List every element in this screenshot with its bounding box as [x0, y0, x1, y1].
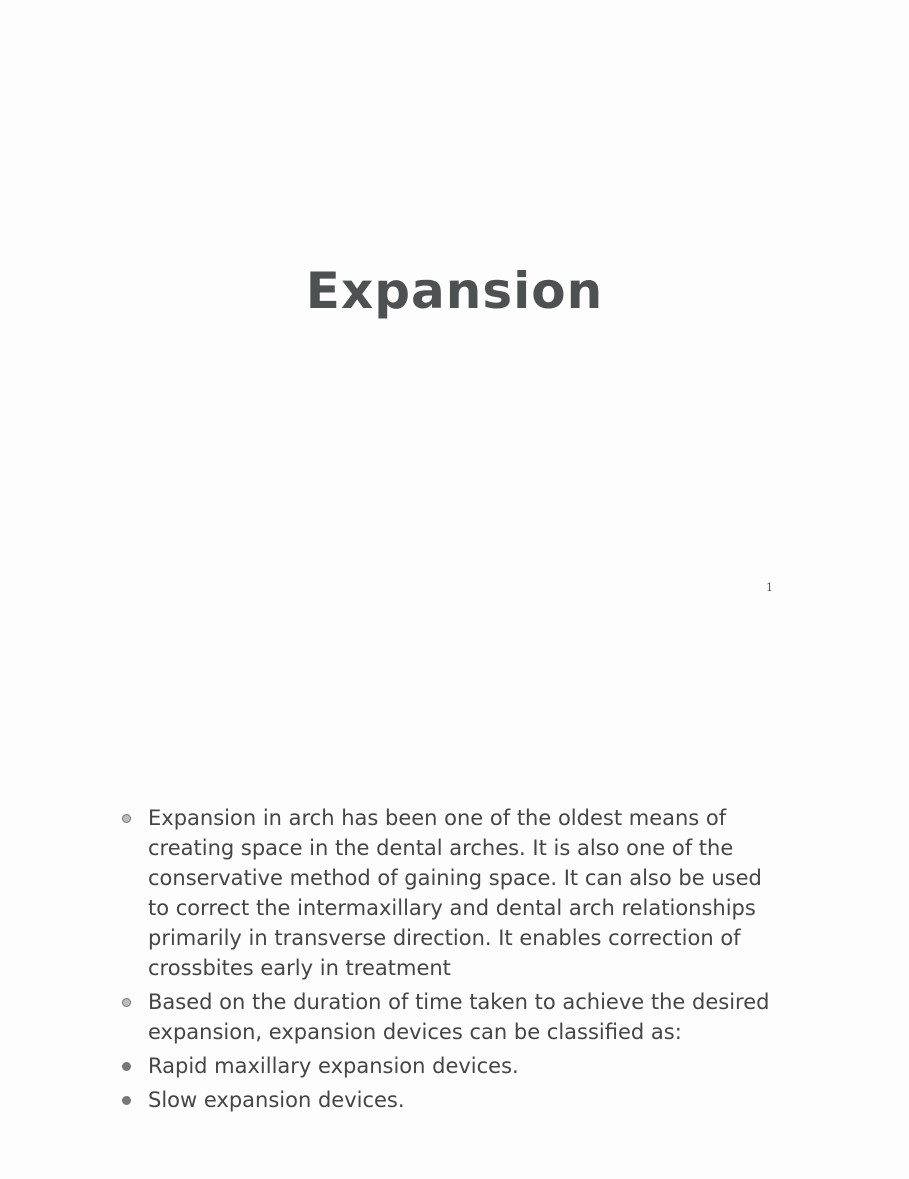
bullet-list	[118, 803, 778, 1119]
bullet-icon	[122, 814, 131, 823]
list-item	[118, 1085, 778, 1115]
bullet-text: Expansion in arch has been one of the oldest means of creating space in the dental arches. It is also one of the conservative method of gaining space. It can also be used to correct the intermaxillary and dental arch relationships primarily in transverse direction. It enables correction of crossbites early in treatment	[148, 806, 762, 980]
slide-title: Expansion	[305, 262, 604, 320]
bullet-text: Based on the duration of time taken to achieve the desired expansion, expansion devices can be classified as:	[148, 990, 770, 1044]
bullet-icon	[122, 1096, 131, 1105]
bullet-text: Rapid maxillary expansion devices.	[148, 1054, 519, 1078]
list-item	[118, 803, 778, 983]
page-number: 1	[766, 581, 773, 594]
list-item	[118, 1051, 778, 1081]
list-item	[118, 987, 778, 1047]
bullet-icon	[122, 1062, 131, 1071]
bullet-icon	[122, 998, 131, 1007]
bullet-text: Slow expansion devices.	[148, 1088, 405, 1112]
